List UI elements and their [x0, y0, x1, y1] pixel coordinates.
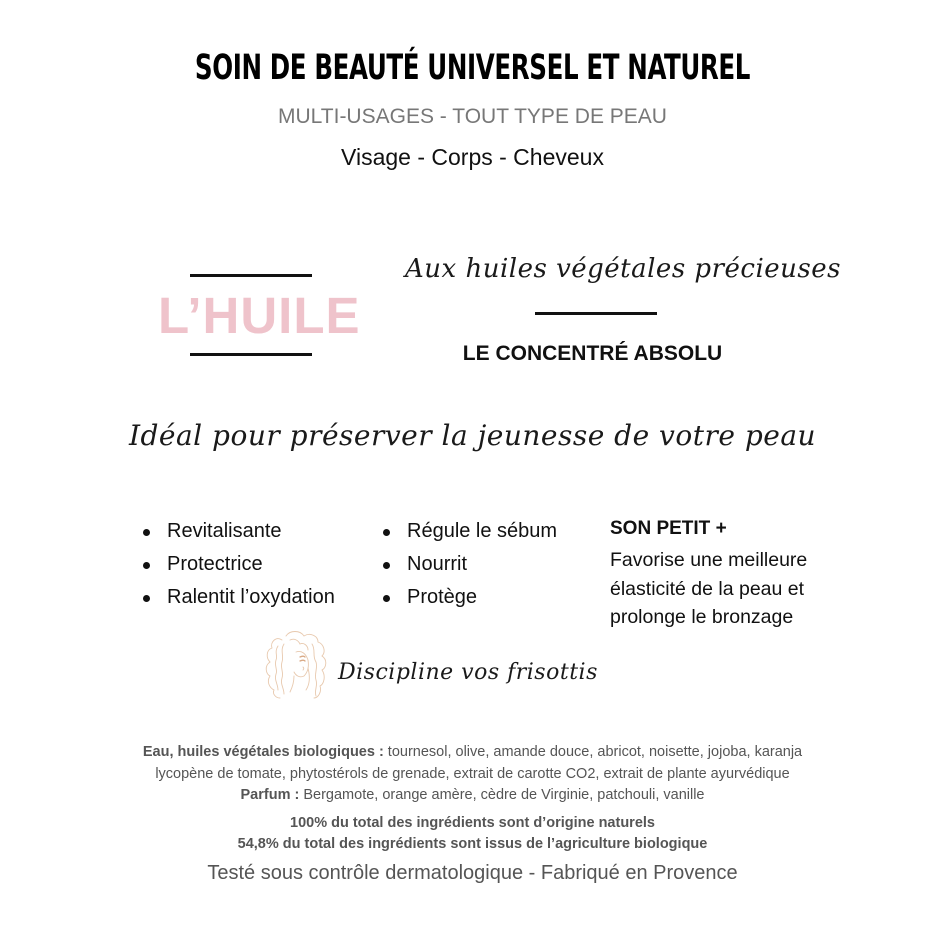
bullet-icon [143, 595, 150, 602]
divider-top [190, 274, 312, 277]
stat-organic: 54,8% du total des ingrédients sont issus de l’agriculture biologique [237, 835, 708, 852]
stat-natural: 100% du total des ingrédients sont d’origine naturels [290, 815, 655, 831]
benefit-headline: Idéal pour préserver la jeunesse de votre peau [128, 419, 817, 452]
divider-middle [535, 312, 657, 315]
curly-hair-woman-icon [262, 630, 330, 702]
ingredients-block [0, 742, 945, 807]
bullet-icon [383, 562, 390, 569]
product-name: L’HUILE [158, 287, 361, 344]
tagline-bold: LE CONCENTRÉ ABSOLU [462, 342, 723, 365]
usage-line: Visage - Corps - Cheveux [341, 144, 604, 170]
tagline-script: Aux huiles végétales précieuses [405, 254, 841, 284]
bullet-icon [383, 595, 390, 602]
bullet-icon [383, 529, 390, 536]
benefits-list-1 [140, 515, 335, 614]
list-item: Nourrit [380, 548, 557, 581]
son-petit-plus-title: SON PETIT + [610, 518, 727, 539]
ingredients-line-3: Parfum : Bergamote, orange amère, cèdre de Virginie, patchouli, vanille [240, 787, 705, 803]
list-item: Protège [380, 581, 557, 614]
divider-bottom [190, 353, 312, 356]
stats-block [0, 813, 945, 854]
bullet-icon [143, 562, 150, 569]
list-item: Ralentit l’oxydation [140, 581, 335, 614]
son-petit-plus-body: Favorise une meilleure élasticité de la peau et prolonge le bronzage [610, 549, 808, 628]
main-title: SOIN DE BEAUTÉ UNIVERSEL ET NATUREL [194, 48, 751, 88]
bullet-icon [143, 529, 150, 536]
benefits-list-2 [380, 515, 557, 614]
subtitle: MULTI-USAGES - TOUT TYPE DE PEAU [278, 105, 667, 128]
ingredients-line-1: Eau, huiles végétales biologiques : tournesol, olive, amande douce, abricot, noisette, jojoba, karanja [142, 744, 803, 760]
footer-text: Testé sous contrôle dermatologique - Fabriqué en Provence [207, 862, 738, 884]
list-item: Protectrice [140, 548, 335, 581]
son-petit-plus [610, 515, 850, 632]
ingredients-line-2: lycopène de tomate, phytostérols de grenade, extrait de carotte CO2, extrait de plante ayurvédique [155, 765, 790, 782]
hair-benefit-text: Discipline vos frisottis [338, 660, 598, 685]
list-item: Régule le sébum [380, 515, 557, 548]
list-item: Revitalisante [140, 515, 335, 548]
